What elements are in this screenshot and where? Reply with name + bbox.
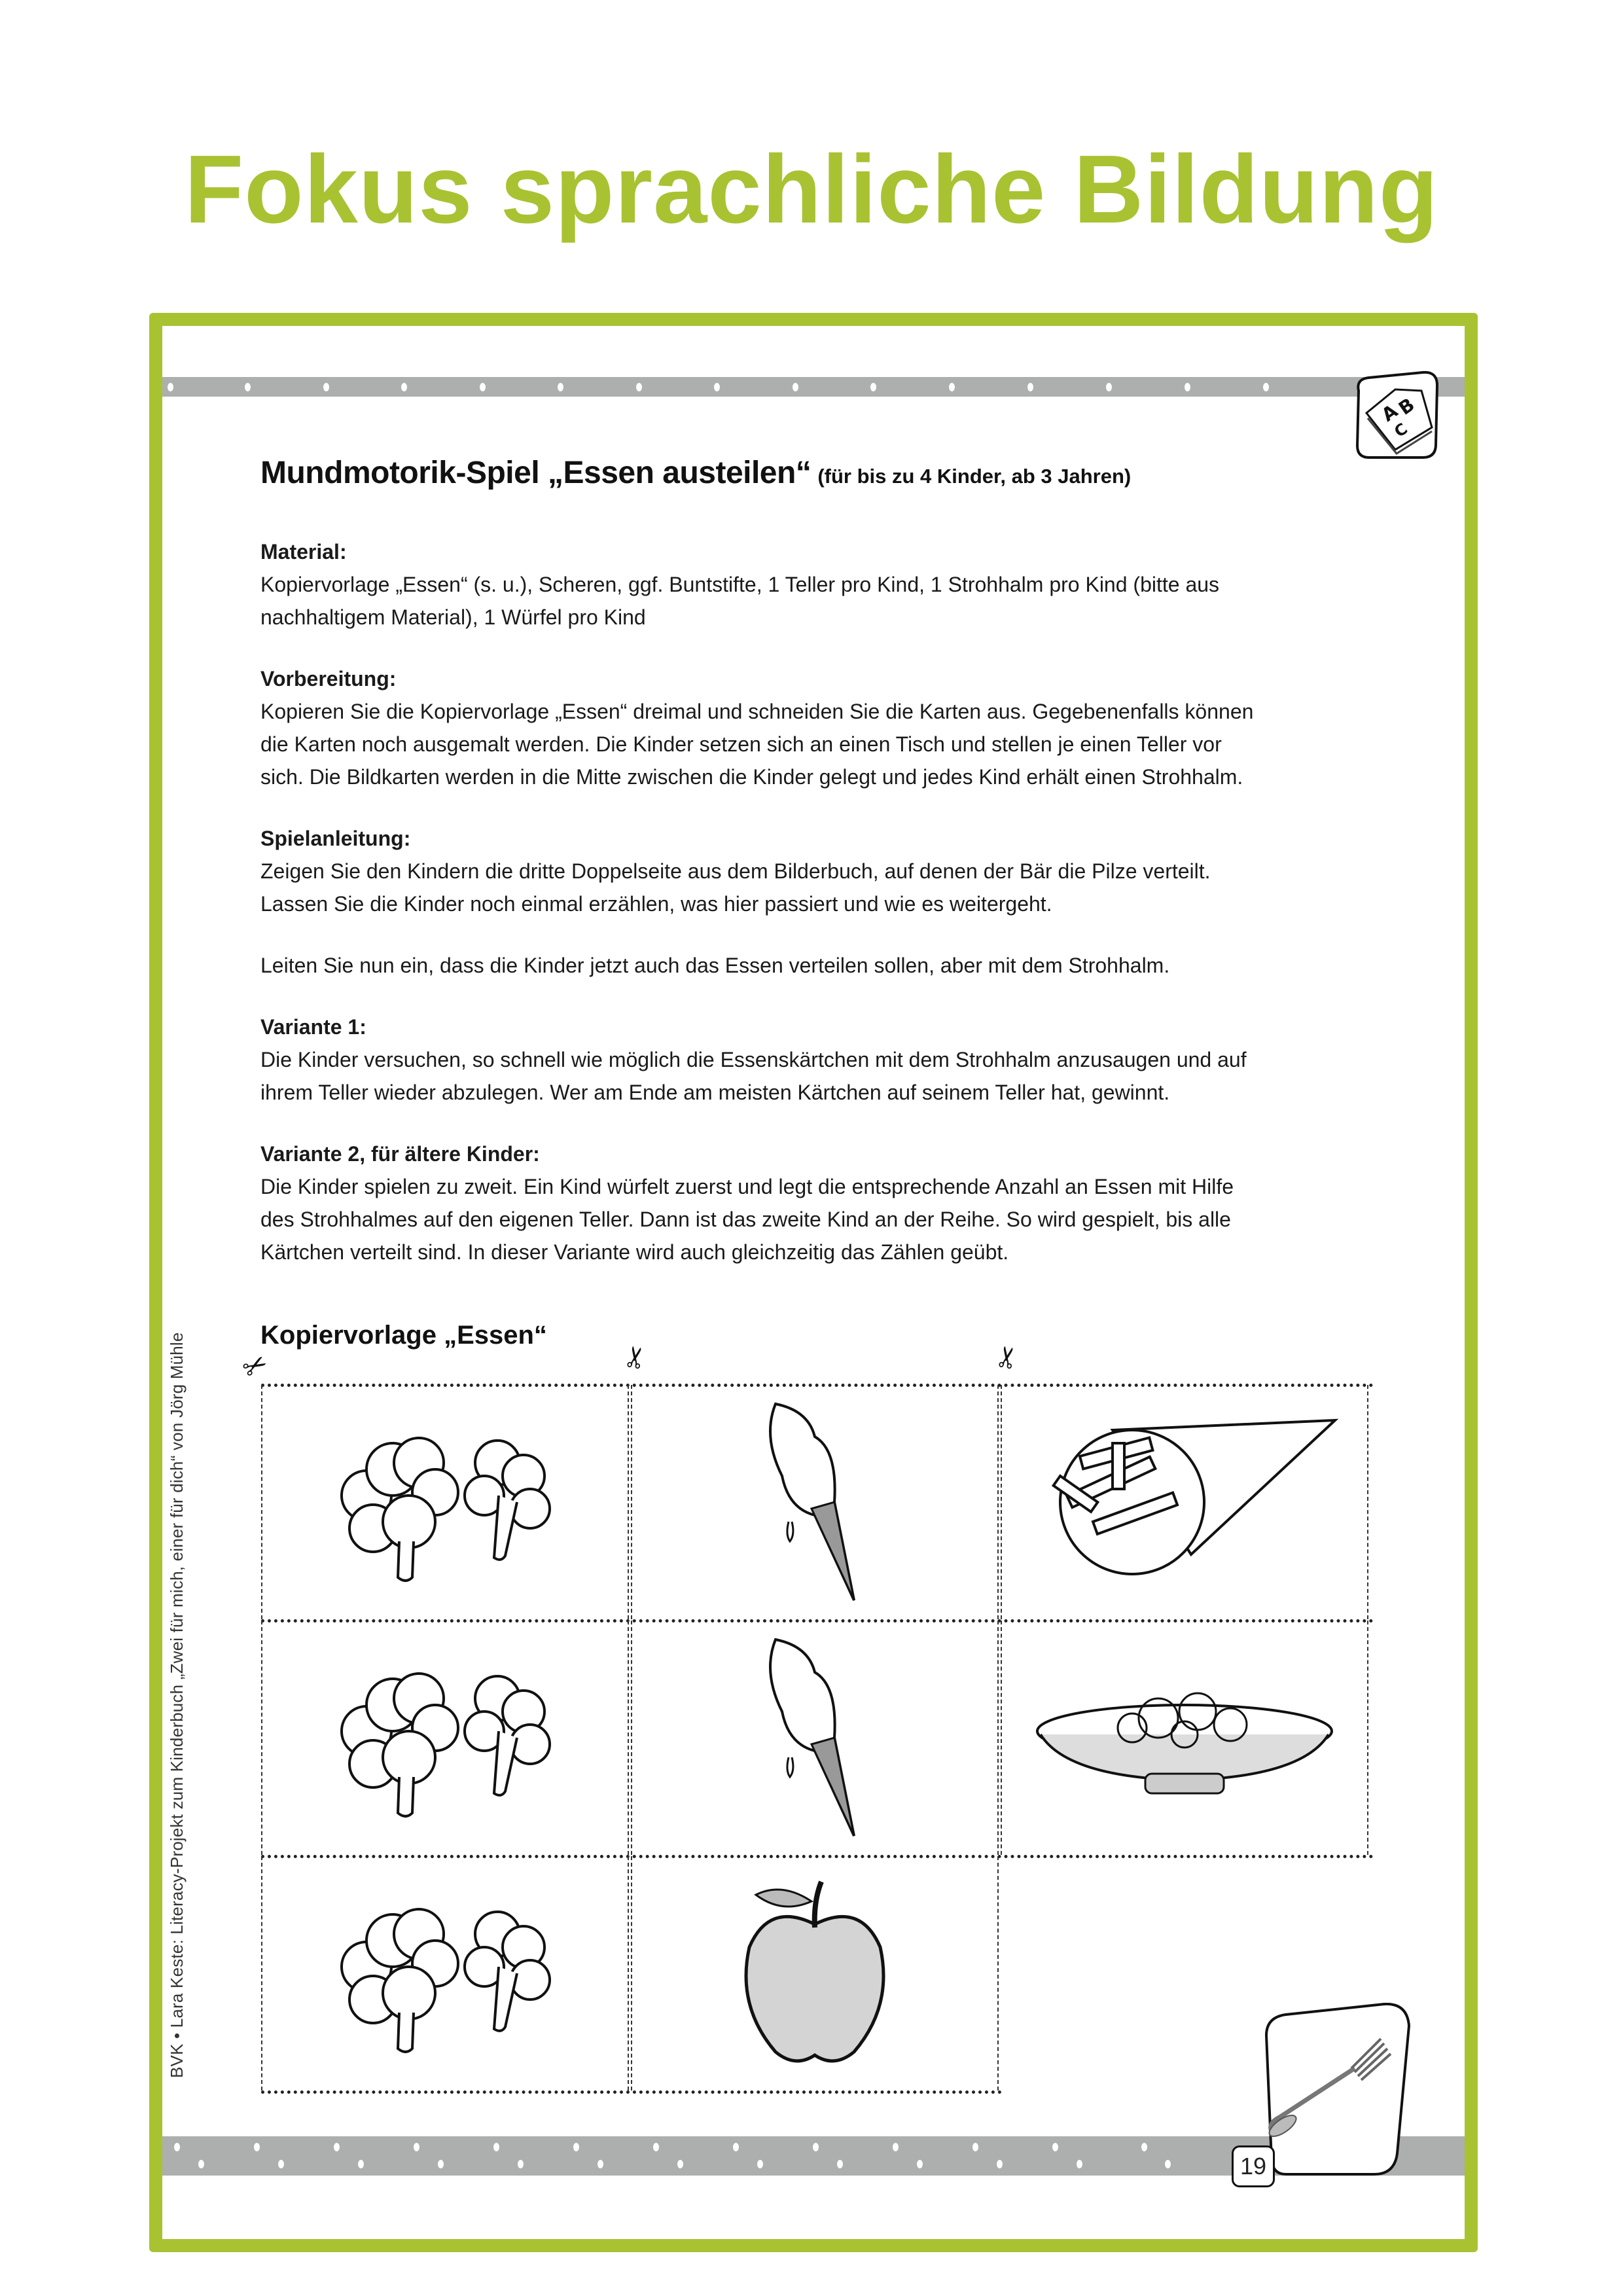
svg-text:A: A: [1378, 400, 1402, 426]
scissors-icon: ✂: [990, 1342, 1026, 1372]
activity-content: [260, 455, 1360, 1268]
section-line: sich. Die Bildkarten werden in die Mitte zwischen die Kinder gelegt und jedes Kind erhält einen Strohhalm.: [260, 765, 1243, 789]
french-fries-cone-icon: [1021, 1404, 1348, 1600]
section-line: Kärtchen verteilt sind. In dieser Variante wird auch gleichzeitig das Zählen geübt.: [260, 1240, 1009, 1264]
section-line: Zeigen Sie den Kindern die dritte Doppelseite aus dem Bilderbuch, auf denen der Bär die Pilze verteilt.: [260, 859, 1211, 883]
broccoli-icon: [327, 1882, 563, 2065]
section-variante-2: [260, 1138, 1360, 1268]
section-line: Kopieren Sie die Kopiervorlage „Essen“ dreimal und schneiden Sie die Karten aus. Gegebenenfalls können: [260, 700, 1254, 723]
section-variante-1: [260, 1011, 1360, 1109]
activity-subtitle: (für bis zu 4 Kinder, ab 3 Jahren): [817, 465, 1132, 488]
section-line: Leiten Sie nun ein, dass die Kinder jetzt auch das Essen verteilen sollen, aber mit dem Strohhalm.: [260, 954, 1170, 977]
abc-book-icon: [1349, 370, 1441, 461]
side-credit: BVK • Lara Keste: Literacy-Projekt zum Kinderbuch „Zwei für mich, einer für dich“ von Jörg Mühle: [167, 1332, 187, 2078]
food-card[interactable]: [631, 1385, 999, 1619]
section-line: Die Kinder versuchen, so schnell wie möglich die Essenskärtchen mit dem Strohhalm anzusaugen und auf: [260, 1048, 1247, 1071]
ice-cream-cone-icon: [749, 1633, 880, 1842]
broccoli-icon: [327, 1410, 563, 1594]
top-dotted-strip: [162, 377, 1465, 397]
template-title: Kopiervorlage „Essen“: [260, 1321, 547, 1350]
section-intro: [260, 949, 1360, 982]
spaghetti-plate-icon: [1027, 1672, 1342, 1803]
section-label: Spielanleitung:: [260, 827, 411, 850]
section-label: Variante 1:: [260, 1015, 366, 1039]
food-card[interactable]: [261, 1385, 629, 1619]
food-card[interactable]: [261, 1621, 629, 1855]
cut-line: [261, 2090, 1002, 2094]
food-card[interactable]: [261, 1856, 629, 2090]
food-card[interactable]: [1001, 1621, 1368, 1855]
section-line: nachhaltigem Material), 1 Würfel pro Kind: [260, 605, 646, 629]
section-spielanleitung: [260, 822, 1360, 920]
page-title: Fokus sprachliche Bildung: [184, 135, 1439, 243]
food-card[interactable]: [631, 1621, 999, 1855]
page-number: 19: [1232, 2145, 1275, 2187]
ice-cream-cone-icon: [749, 1397, 880, 1607]
section-line: Die Kinder spielen zu zweit. Ein Kind würfelt zuerst und legt die entsprechende Anzahl an Essen mit Hilfe: [260, 1175, 1234, 1198]
section-label: Variante 2, für ältere Kinder:: [260, 1142, 540, 1166]
activity-heading: [260, 455, 1360, 491]
section-vorbereitung: [260, 662, 1360, 793]
scissors-icon: ✂: [236, 1346, 274, 1387]
section-line: des Strohhalmes auf den eigenen Teller. Dann ist das zweite Kind an der Reihe. So wird gespielt, bis alle: [260, 1208, 1231, 1231]
section-line: ihrem Teller wieder abzulegen. Wer am Ende am meisten Kärtchen auf seinem Teller hat, gewinnt.: [260, 1081, 1170, 1104]
svg-text:C: C: [1391, 419, 1411, 441]
section-label: Vorbereitung:: [260, 667, 397, 691]
food-card[interactable]: [1001, 1385, 1368, 1619]
activity-title: Mundmotorik-Spiel „Essen austeilen“: [260, 456, 812, 490]
section-line: Lassen Sie die Kinder noch einmal erzählen, was hier passiert und wie es weitergeht.: [260, 892, 1052, 916]
section-line: Kopiervorlage „Essen“ (s. u.), Scheren, ggf. Buntstifte, 1 Teller pro Kind, 1 Strohhalm pro Kind (bitte aus: [260, 573, 1220, 596]
food-card[interactable]: [631, 1856, 999, 2090]
section-line: die Karten noch ausgemalt werden. Die Kinder setzen sich an einen Tisch und stellen je einen Teller vor: [260, 732, 1222, 756]
svg-text:B: B: [1395, 393, 1419, 420]
scissors-icon: ✂: [618, 1342, 654, 1372]
apple-icon: [730, 1875, 900, 2072]
section-material: [260, 535, 1360, 634]
section-label: Material:: [260, 540, 347, 564]
broccoli-icon: [327, 1646, 563, 1829]
